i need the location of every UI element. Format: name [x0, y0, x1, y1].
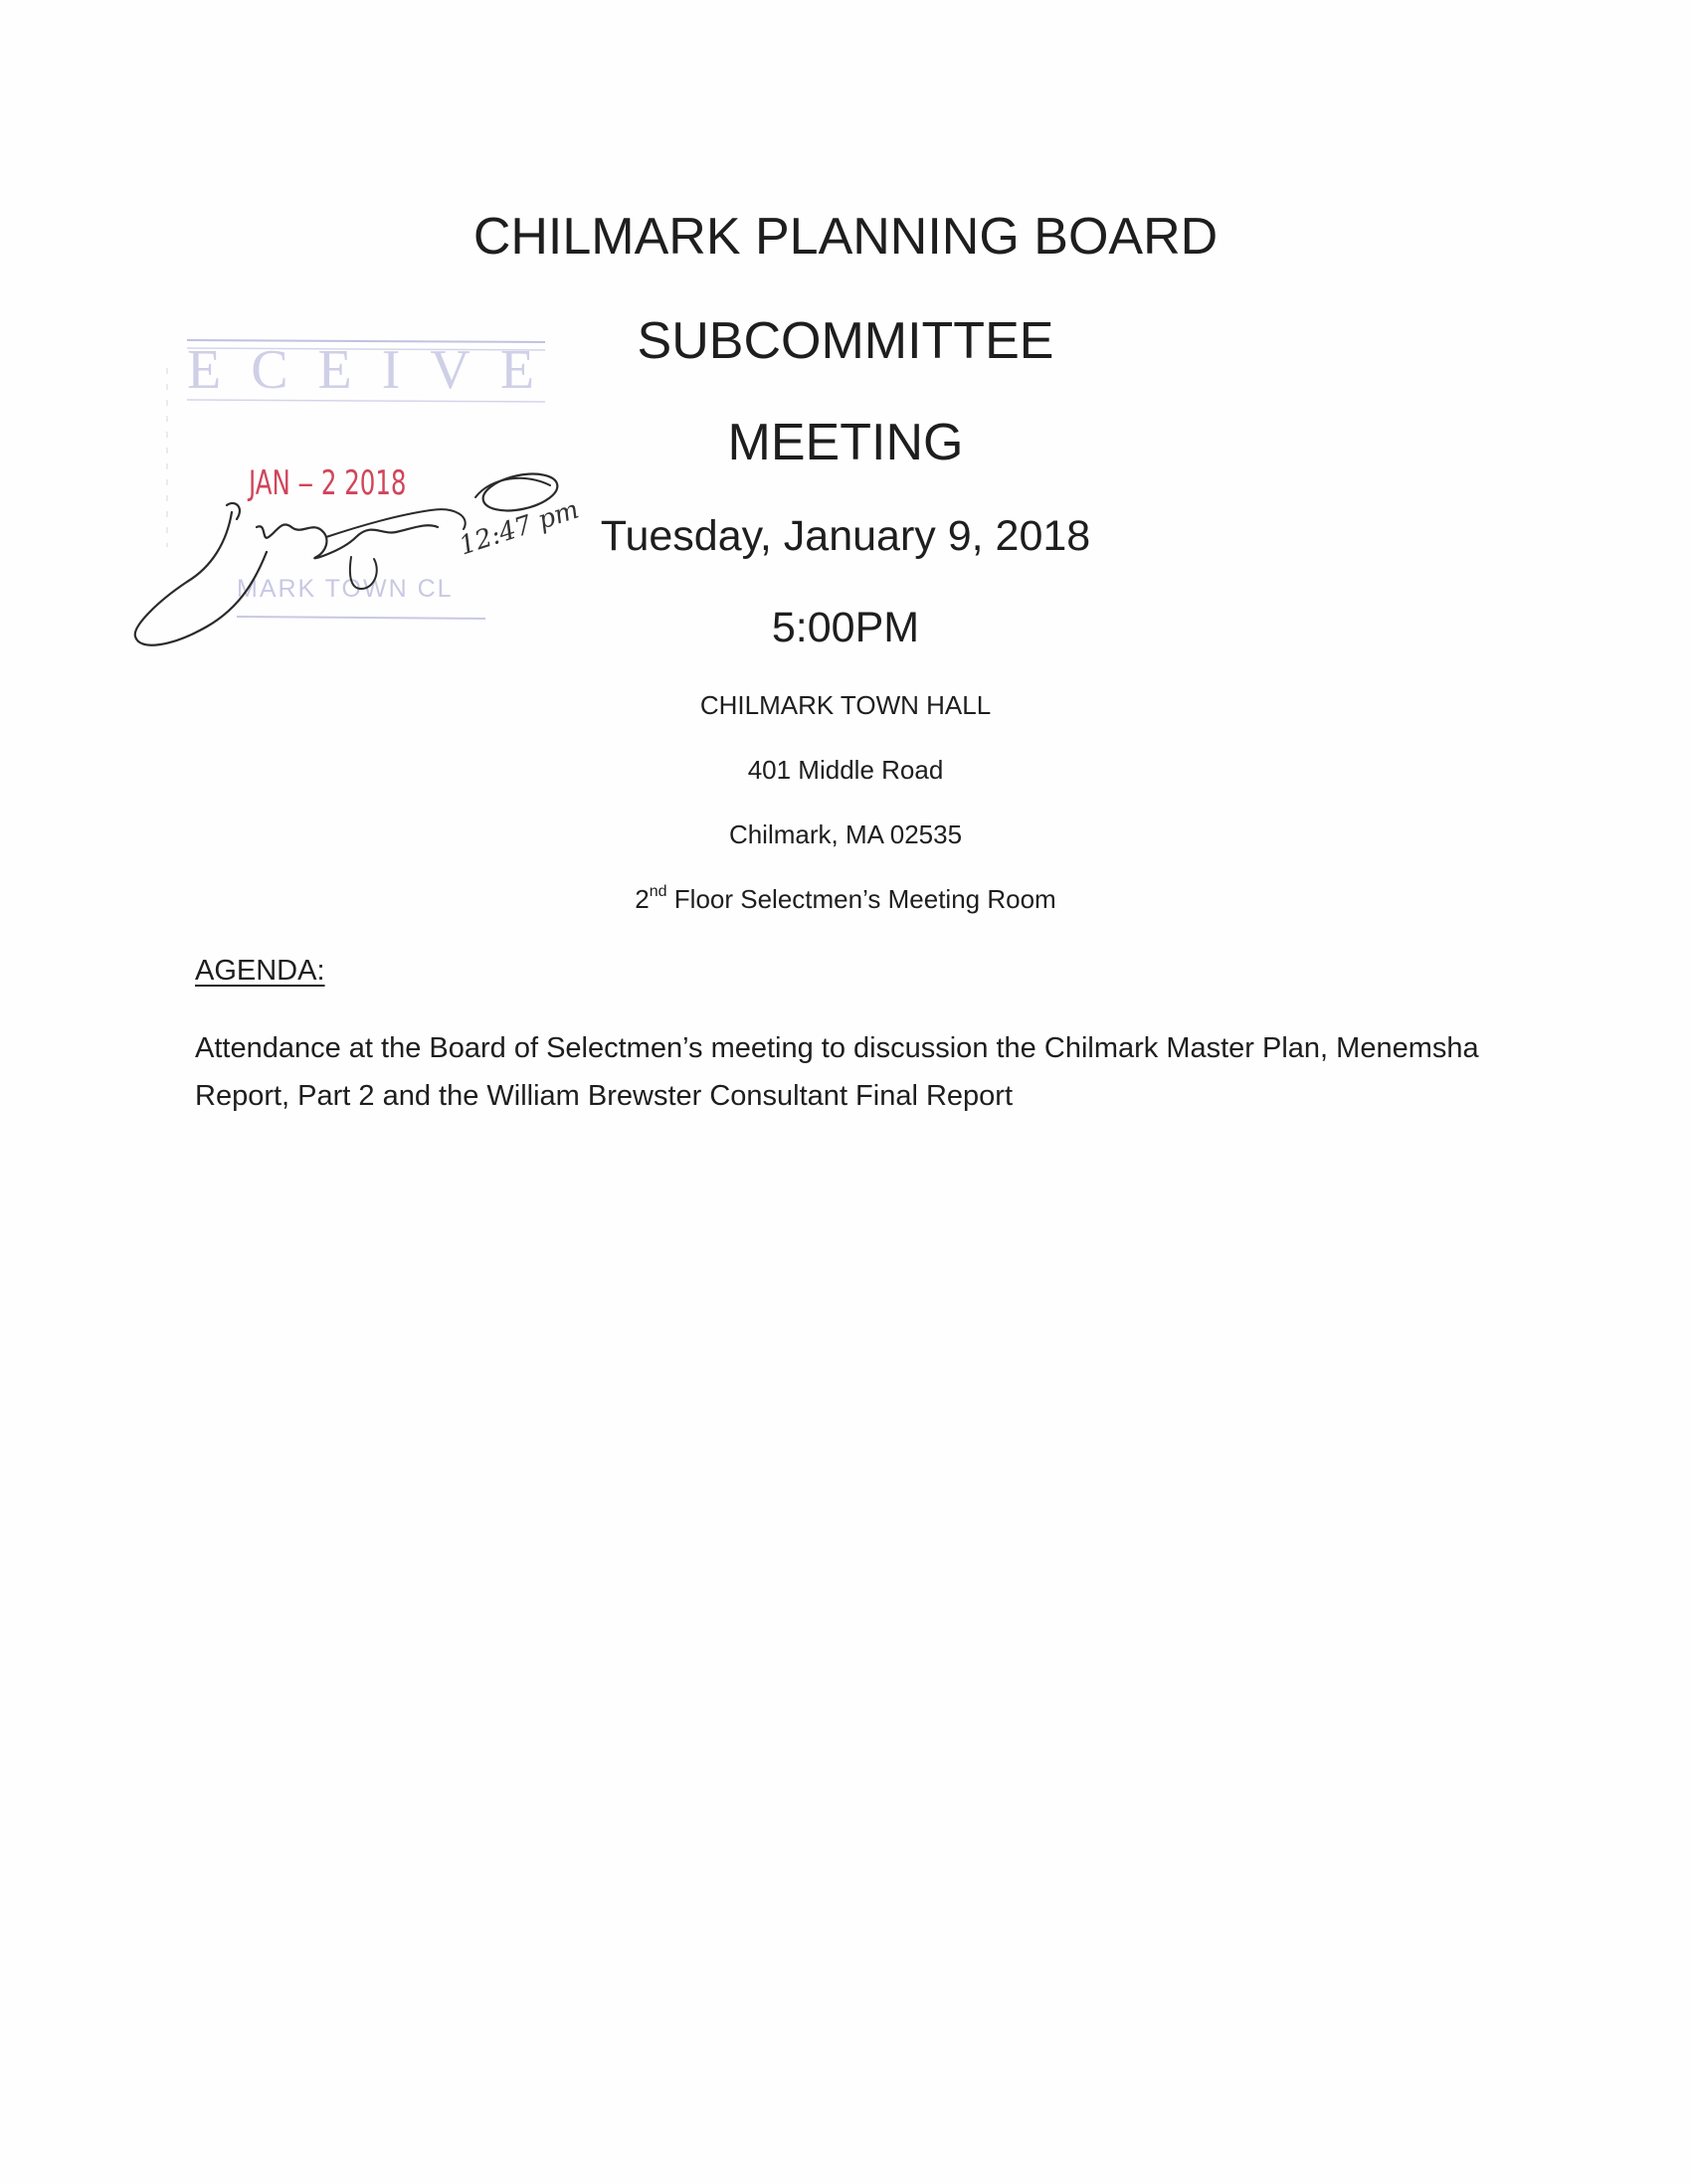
meeting-time: 5:00PM — [771, 604, 920, 651]
meeting-city: Chilmark, MA 02535 — [728, 819, 963, 849]
signature-graphic — [127, 328, 575, 646]
meeting-address: 401 Middle Road — [747, 755, 944, 785]
title-line-2: SUBCOMMITTEE — [637, 312, 1054, 370]
meeting-room — [0, 883, 1691, 915]
title-line-3: MEETING — [727, 414, 964, 471]
room-ordinal: nd — [649, 883, 667, 900]
stamp-town-text: MARK TOWN CL — [237, 575, 454, 603]
agenda-text: Attendance at the Board of Selectmen’s meeting to discussion the Chilmark Master Plan, Menemsha Report, Part 2 and the William Brewster Consultant Final Report — [195, 1032, 1479, 1112]
stamp-date: JAN ‒ 2 2018 — [249, 463, 407, 503]
received-stamp — [127, 328, 583, 646]
room-number: 2 — [635, 884, 650, 914]
meeting-location: CHILMARK TOWN HALL — [699, 690, 992, 720]
room-name: Floor Selectmen’s Meeting Room — [666, 884, 1056, 914]
title-line-1: CHILMARK PLANNING BOARD — [472, 208, 1219, 266]
stamp-received-text: ECEIVE — [187, 339, 565, 401]
agenda-heading: AGENDA: — [195, 955, 325, 987]
meeting-date: Tuesday, January 9, 2018 — [600, 512, 1091, 560]
stamp-time-handwritten: 12:47 pm — [456, 494, 583, 562]
